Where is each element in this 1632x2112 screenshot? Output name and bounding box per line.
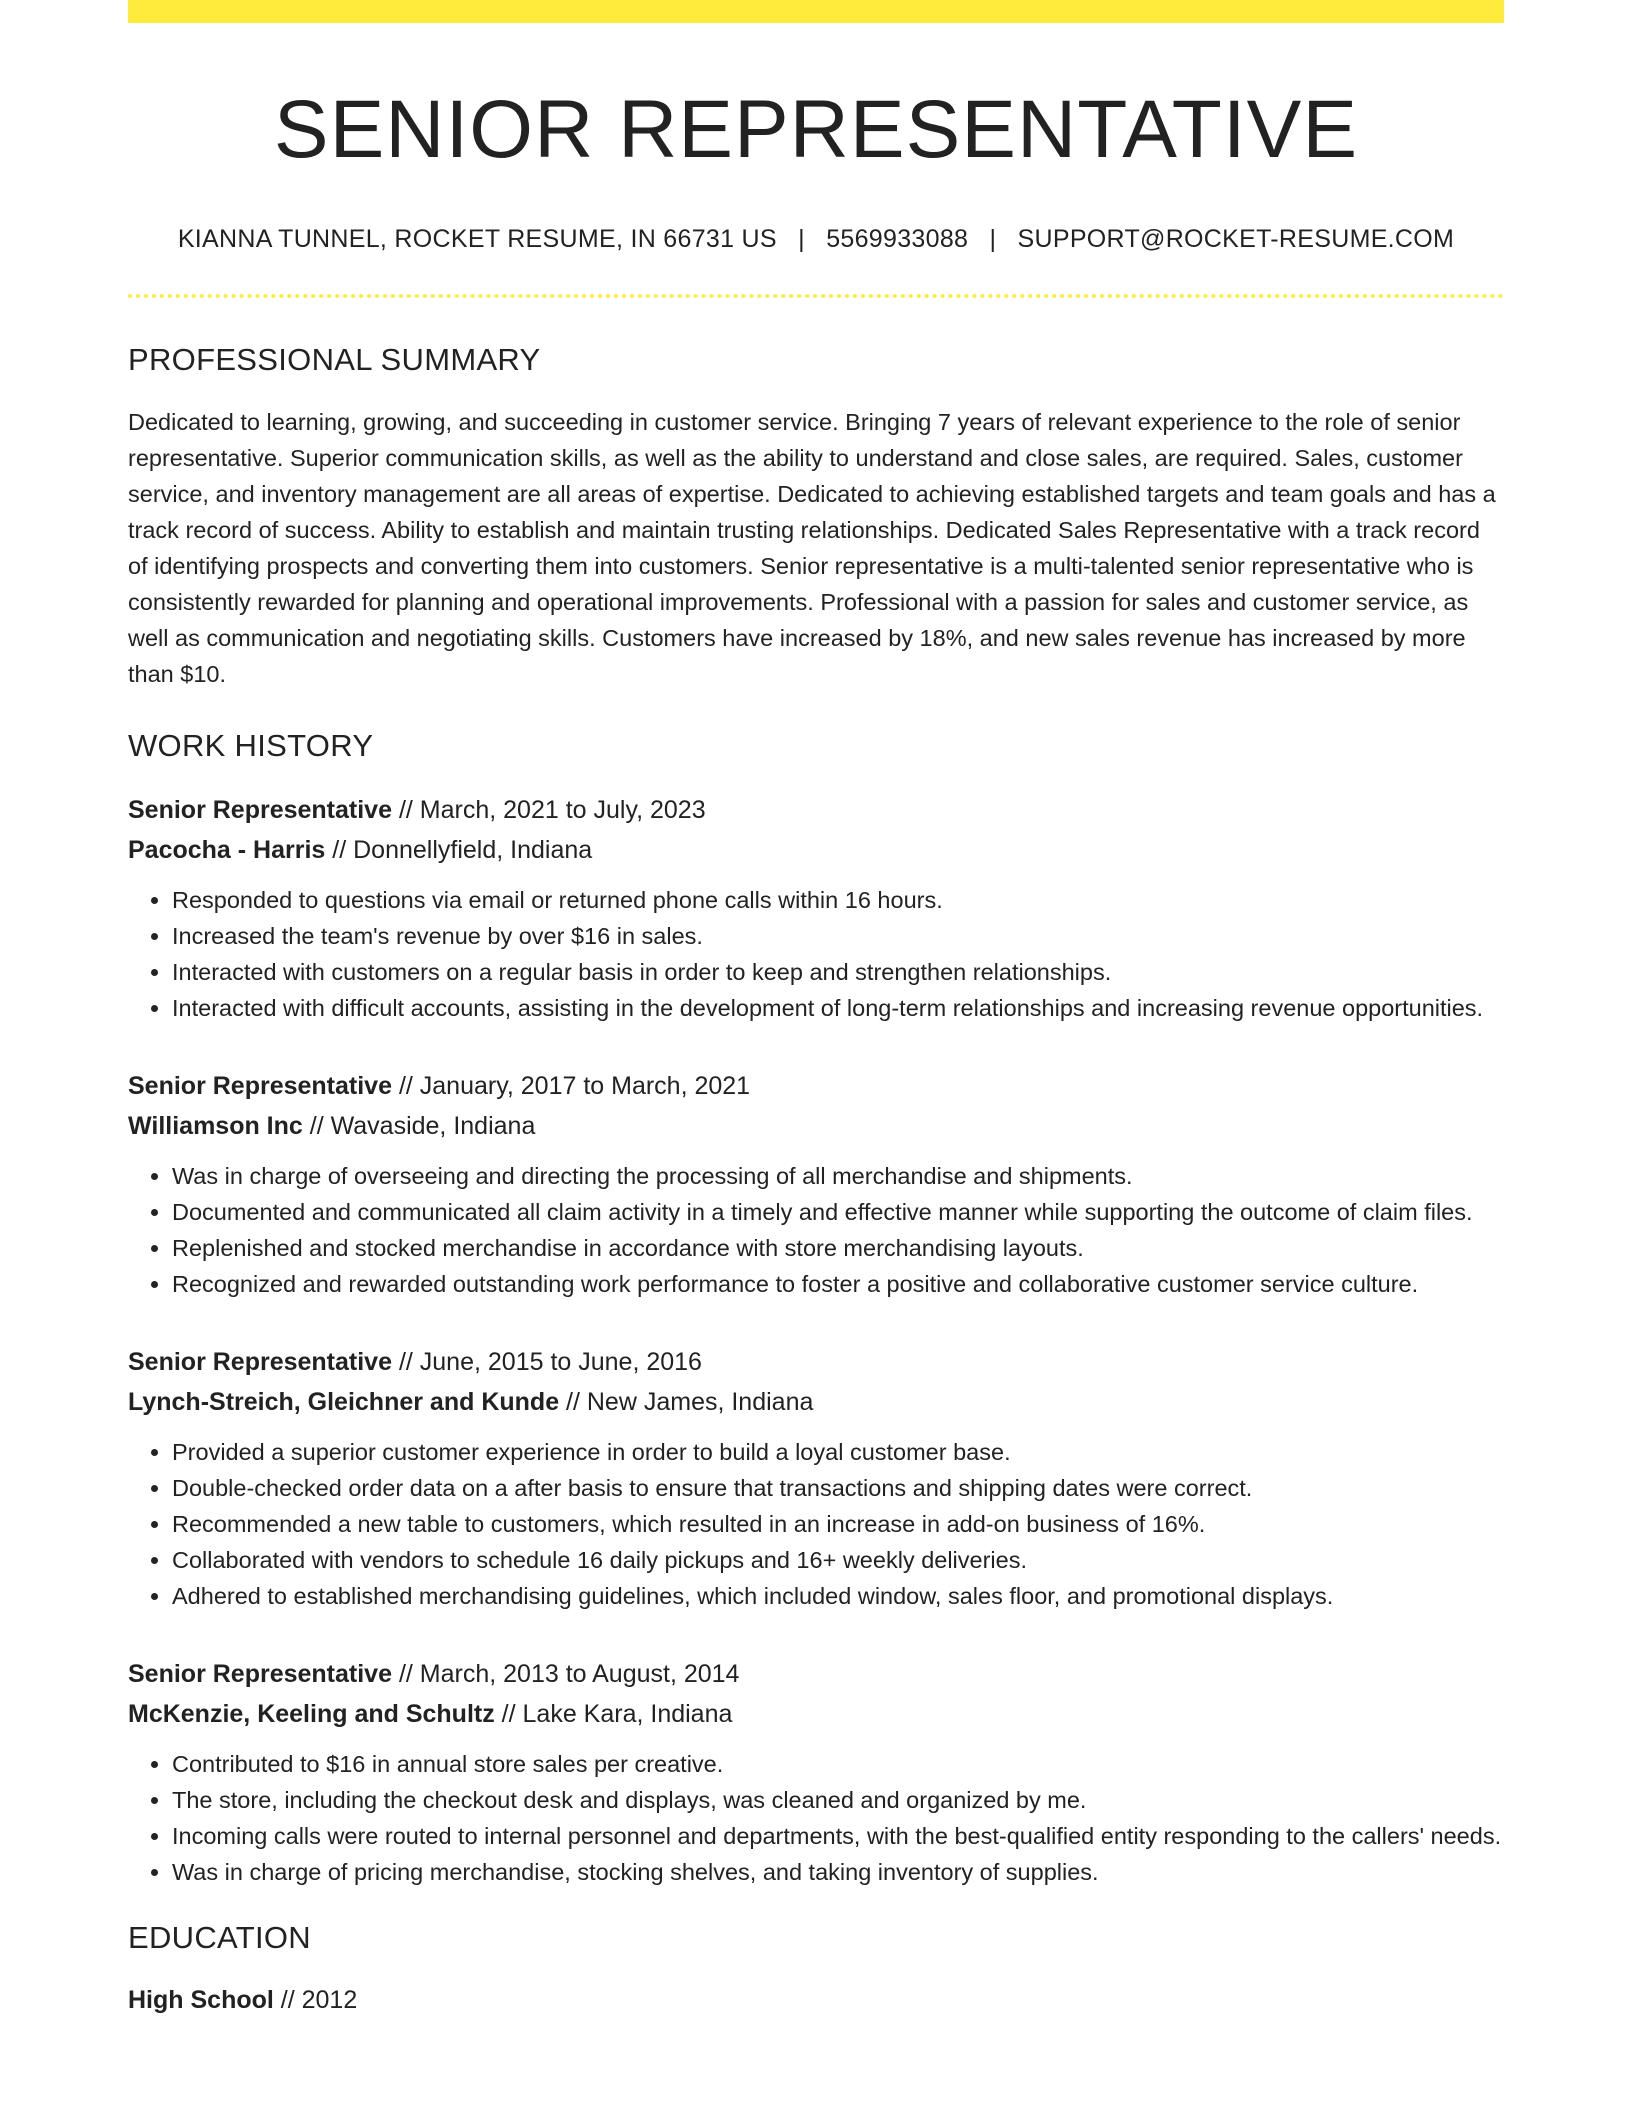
job-bullet: • Documented and communicated all claim activity in a timely and effective manner while supporting the outcome of claim files. (172, 1194, 1504, 1230)
accent-bar (128, 0, 1504, 23)
job-bullet: • Was in charge of pricing merchandise, stocking shelves, and taking inventory of supplies. (172, 1854, 1504, 1890)
job-company: Lynch-Streich, Gleichner and Kunde (128, 1388, 560, 1417)
job-company-line (128, 830, 1504, 870)
contact-phone: 5569933088 (826, 225, 969, 254)
contact-separator: | (798, 225, 805, 254)
job-company: Pacocha - Harris (128, 836, 326, 865)
work-history-section (128, 728, 1504, 1890)
job-company-line (128, 1694, 1504, 1734)
job-title: Senior Representative (128, 1660, 392, 1689)
contact-line (128, 225, 1504, 254)
job-location: // Wavaside, Indiana (302, 1112, 536, 1141)
education-heading: EDUCATION (128, 1920, 311, 1956)
job-bullet: • Interacted with difficult accounts, assisting in the development of long-term relationships and increasing revenue opportunities. (172, 990, 1504, 1026)
job-location: // Donnellyfield, Indiana (325, 836, 593, 865)
job-bullet: • Responded to questions via email or returned phone calls within 16 hours. (172, 882, 1504, 918)
job-dates: // June, 2015 to June, 2016 (392, 1348, 702, 1377)
job-title-line (128, 790, 1504, 830)
job-location: // Lake Kara, Indiana (494, 1700, 733, 1729)
dotted-divider (128, 294, 1504, 298)
job-bullet: • Provided a superior customer experience in order to build a loyal customer base. (172, 1434, 1504, 1470)
summary-heading: PROFESSIONAL SUMMARY (128, 342, 541, 378)
job-bullet: • Recognized and rewarded outstanding work performance to foster a positive and collaborative customer service culture. (172, 1266, 1504, 1302)
work-history-heading: WORK HISTORY (128, 728, 374, 764)
job-title: Senior Representative (128, 796, 392, 825)
job-company-line (128, 1382, 1504, 1422)
job-dates: // March, 2021 to July, 2023 (392, 796, 706, 825)
job-company: Williamson Inc (128, 1112, 303, 1141)
job-bullets (128, 882, 1504, 1026)
contact-email: SUPPORT@ROCKET-RESUME.COM (1017, 225, 1455, 254)
contact-separator: | (989, 225, 997, 254)
resume-page (128, 0, 1504, 2020)
job-bullet: • Was in charge of overseeing and directing the processing of all merchandise and shipments. (172, 1158, 1504, 1194)
job-bullet: • Incoming calls were routed to internal personnel and departments, with the best-qualified entity responding to the callers' needs. (172, 1818, 1504, 1854)
job-location: // New James, Indiana (559, 1388, 814, 1417)
job-bullet: • Double-checked order data on a after basis to ensure that transactions and shipping dates were correct. (172, 1470, 1504, 1506)
summary-text: Dedicated to learning, growing, and succeeding in customer service. Bringing 7 years of relevant experience to the role of senior representative. Superior communication skills, as well as the ability to understand and close sales, are required. Sales, customer service, and inventory management are all areas of expertise. Dedicated to achieving established targets and team goals and has a track record of success. Ability to establish and maintain trusting relationships. Dedicated Sales Representative with a track record of identifying prospects and converting them into customers. Senior representative is a multi-talented senior representative who is consistently rewarded for planning and operational improvements. Professional with a passion for sales and customer service, as well as communication and negotiating skills. Customers have increased by 18%, and new sales revenue has increased by more than $10. (128, 409, 1496, 688)
job-bullet: • Interacted with customers on a regular basis in order to keep and strengthen relationships. (172, 954, 1504, 990)
job-entry (128, 1066, 1504, 1302)
job-company-line (128, 1106, 1504, 1146)
education-year: // 2012 (273, 1986, 358, 2015)
job-dates: // January, 2017 to March, 2021 (392, 1072, 751, 1101)
job-title: Senior Representative (128, 1072, 392, 1101)
job-company: McKenzie, Keeling and Schultz (128, 1700, 495, 1729)
job-bullet: • Increased the team's revenue by over $16 in sales. (172, 918, 1504, 954)
job-title-line (128, 1654, 1504, 1694)
education-school: High School (128, 1986, 274, 2015)
education-section (128, 1920, 1504, 2020)
job-title-line (128, 1066, 1504, 1106)
resume-title: SENIOR REPRESENTATIVE (273, 84, 1359, 175)
job-entry (128, 1342, 1504, 1614)
contact-address: KIANNA TUNNEL, ROCKET RESUME, IN 66731 US (177, 225, 777, 254)
education-entry (128, 1980, 1504, 2020)
summary-section (128, 342, 1504, 692)
job-bullet: • Replenished and stocked merchandise in accordance with store merchandising layouts. (172, 1230, 1504, 1266)
job-bullet: • Contributed to $16 in annual store sales per creative. (172, 1746, 1504, 1782)
job-entry (128, 1654, 1504, 1890)
job-entry (128, 790, 1504, 1026)
job-title-line (128, 1342, 1504, 1382)
job-bullets (128, 1158, 1504, 1302)
job-bullets (128, 1434, 1504, 1614)
job-bullet: • Collaborated with vendors to schedule 16 daily pickups and 16+ weekly deliveries. (172, 1542, 1504, 1578)
job-bullets (128, 1746, 1504, 1890)
job-dates: // March, 2013 to August, 2014 (392, 1660, 740, 1689)
job-bullet: • The store, including the checkout desk and displays, was cleaned and organized by me. (172, 1782, 1504, 1818)
job-bullet: • Recommended a new table to customers, which resulted in an increase in add-on business of 16%. (172, 1506, 1504, 1542)
job-title: Senior Representative (128, 1348, 392, 1377)
job-bullet: • Adhered to established merchandising guidelines, which included window, sales floor, and promotional displays. (172, 1578, 1504, 1614)
